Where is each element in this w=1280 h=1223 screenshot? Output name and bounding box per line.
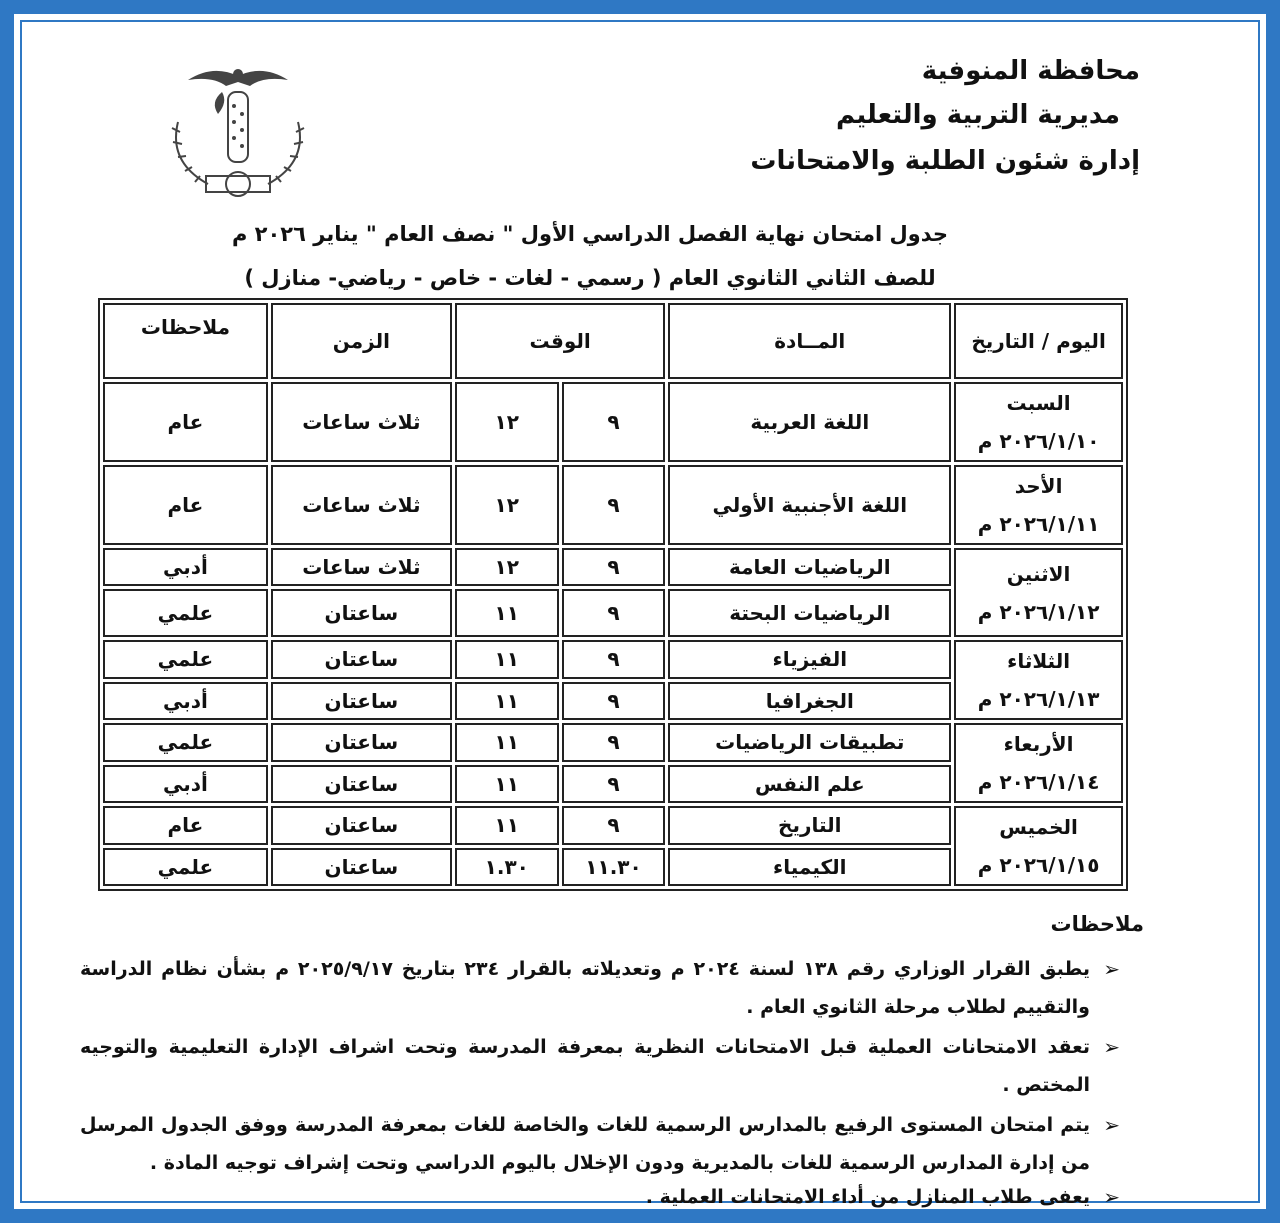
note-cell: عام — [103, 806, 268, 845]
header-subject: المــادة — [668, 303, 951, 379]
day-name: الخميس — [999, 815, 1078, 839]
note-text: تعقد الامتحانات العملية قبل الامتحانات النظرية بمعرفة المدرسة وتحت اشراف الإدارة التعليمية والتوجيه المختص . — [80, 1036, 1090, 1096]
time-to-cell: ١٢ — [455, 465, 559, 545]
time-from-cell: ٩ — [562, 765, 666, 804]
note-text: يتم امتحان المستوى الرفيع بالمدارس الرسمية للغات والخاصة للغات بمعرفة المدرسة ووفق الجدول المرسل من إدارة المدارس الرسمية للغات بالمديرية ودون الإخلال باليوم الدراسي وتحت إشراف توجيه المادة . — [80, 1114, 1090, 1174]
note-cell: عام — [103, 382, 268, 462]
duration-cell: ساعتان — [271, 723, 452, 762]
time-to-cell: ١١ — [455, 723, 559, 762]
directorate-heading: مديرية التربية والتعليم — [835, 100, 1120, 130]
time-from-cell: ٩ — [562, 640, 666, 679]
arrow-bullet-icon: ➢ — [1103, 1113, 1120, 1137]
time-from-cell: ٩ — [562, 465, 666, 545]
time-from-cell: ٩ — [562, 723, 666, 762]
time-from-cell: ٩ — [562, 589, 666, 637]
time-to-cell: ١١ — [455, 806, 559, 845]
header-duration: الزمن — [271, 303, 452, 379]
note-item — [80, 1178, 1120, 1216]
note-text: يعفى طلاب المنازل من أداء الامتحانات العملية . — [645, 1186, 1090, 1208]
table-row — [103, 723, 1123, 762]
time-from-cell: ٩ — [562, 382, 666, 462]
duration-cell: ساعتان — [271, 589, 452, 637]
arrow-bullet-icon: ➢ — [1103, 957, 1120, 981]
day-name: الثلاثاء — [1007, 649, 1071, 673]
day-cell — [954, 640, 1123, 720]
duration-cell: ساعتان — [271, 682, 452, 721]
subject-cell: التاريخ — [668, 806, 951, 845]
day-date: ٢٠٢٦/١/١٠ م — [977, 429, 1100, 453]
time-to-cell: ١١ — [455, 682, 559, 721]
subject-cell: الفيزياء — [668, 640, 951, 679]
arrow-bullet-icon: ➢ — [1103, 1035, 1120, 1059]
notes-title: ملاحظات — [1050, 912, 1144, 936]
time-to-cell: ١١ — [455, 640, 559, 679]
subject-cell: تطبيقات الرياضيات — [668, 723, 951, 762]
time-from-cell: ١١.٣٠ — [562, 848, 666, 887]
subject-cell: الجغرافيا — [668, 682, 951, 721]
table-row — [103, 548, 1123, 586]
subject-cell: اللغة الأجنبية الأولي — [668, 465, 951, 545]
time-to-cell: ١.٣٠ — [455, 848, 559, 887]
schedule-title: جدول امتحان نهاية الفصل الدراسي الأول " نصف العام " يناير ٢٠٢٦ م — [231, 222, 949, 246]
time-from-cell: ٩ — [562, 682, 666, 721]
time-to-cell: ١٢ — [455, 382, 559, 462]
header-day-date: اليوم / التاريخ — [954, 303, 1123, 379]
note-cell: أدبي — [103, 765, 268, 804]
note-text: يطبق القرار الوزاري رقم ١٣٨ لسنة ٢٠٢٤ م وتعديلاته بالقرار ٢٣٤ بتاريخ ٢٠٢٥/٩/١٧ م بشأن نظام الدراسة والتقييم لطلاب مرحلة الثانوي العام . — [80, 958, 1090, 1018]
time-from-cell: ٩ — [562, 806, 666, 845]
duration-cell: ثلاث ساعات — [271, 465, 452, 545]
day-cell — [954, 548, 1123, 637]
note-item — [80, 1028, 1120, 1104]
note-cell: علمي — [103, 589, 268, 637]
exam-schedule-table — [98, 298, 1128, 891]
day-name: الأربعاء — [1003, 732, 1074, 756]
day-cell — [954, 382, 1123, 462]
table-header-row — [103, 303, 1123, 379]
note-item — [80, 950, 1120, 1026]
emblem-logo — [158, 62, 318, 198]
header-time: الوقت — [455, 303, 666, 379]
duration-cell: ساعتان — [271, 765, 452, 804]
table-row — [103, 382, 1123, 462]
day-name: الاثنين — [1006, 561, 1071, 586]
day-cell — [954, 806, 1123, 886]
arrow-bullet-icon: ➢ — [1103, 1185, 1120, 1209]
table-row — [103, 806, 1123, 845]
header-notes: ملاحظات — [103, 303, 268, 379]
time-from-cell: ٩ — [562, 548, 666, 586]
duration-cell: ثلاث ساعات — [271, 548, 452, 586]
day-date: ٢٠٢٦/١/١٢ م — [977, 599, 1100, 624]
note-cell: عام — [103, 465, 268, 545]
governorate-heading: محافظة المنوفية — [921, 56, 1140, 86]
day-name: الأحد — [1014, 474, 1063, 498]
subject-cell: الرياضيات البحتة — [668, 589, 951, 637]
schedule-subtitle: للصف الثاني الثانوي العام ( رسمي - لغات - خاص - رياضي- منازل ) — [244, 266, 936, 290]
duration-cell: ساعتان — [271, 640, 452, 679]
day-name: السبت — [1006, 391, 1071, 415]
note-cell: علمي — [103, 848, 268, 887]
subject-cell: اللغة العربية — [668, 382, 951, 462]
day-date: ٢٠٢٦/١/١٤ م — [977, 770, 1100, 794]
duration-cell: ساعتان — [271, 806, 452, 845]
note-cell: أدبي — [103, 682, 268, 721]
subject-cell: الرياضيات العامة — [668, 548, 951, 586]
day-date: ٢٠٢٦/١/١٥ م — [977, 853, 1100, 877]
table-row — [103, 465, 1123, 545]
time-to-cell: ١٢ — [455, 548, 559, 586]
table-row — [103, 640, 1123, 679]
note-cell: علمي — [103, 723, 268, 762]
subject-cell: الكيمياء — [668, 848, 951, 887]
note-cell: علمي — [103, 640, 268, 679]
duration-cell: ساعتان — [271, 848, 452, 887]
duration-cell: ثلاث ساعات — [271, 382, 452, 462]
time-to-cell: ١١ — [455, 765, 559, 804]
department-heading: إدارة شئون الطلبة والامتحانات — [750, 146, 1140, 176]
day-date: ٢٠٢٦/١/١٣ م — [977, 687, 1100, 711]
day-cell — [954, 465, 1123, 545]
day-date: ٢٠٢٦/١/١١ م — [977, 512, 1100, 536]
note-cell: أدبي — [103, 548, 268, 586]
time-to-cell: ١١ — [455, 589, 559, 637]
subject-cell: علم النفس — [668, 765, 951, 804]
note-item — [80, 1106, 1120, 1182]
day-cell — [954, 723, 1123, 803]
